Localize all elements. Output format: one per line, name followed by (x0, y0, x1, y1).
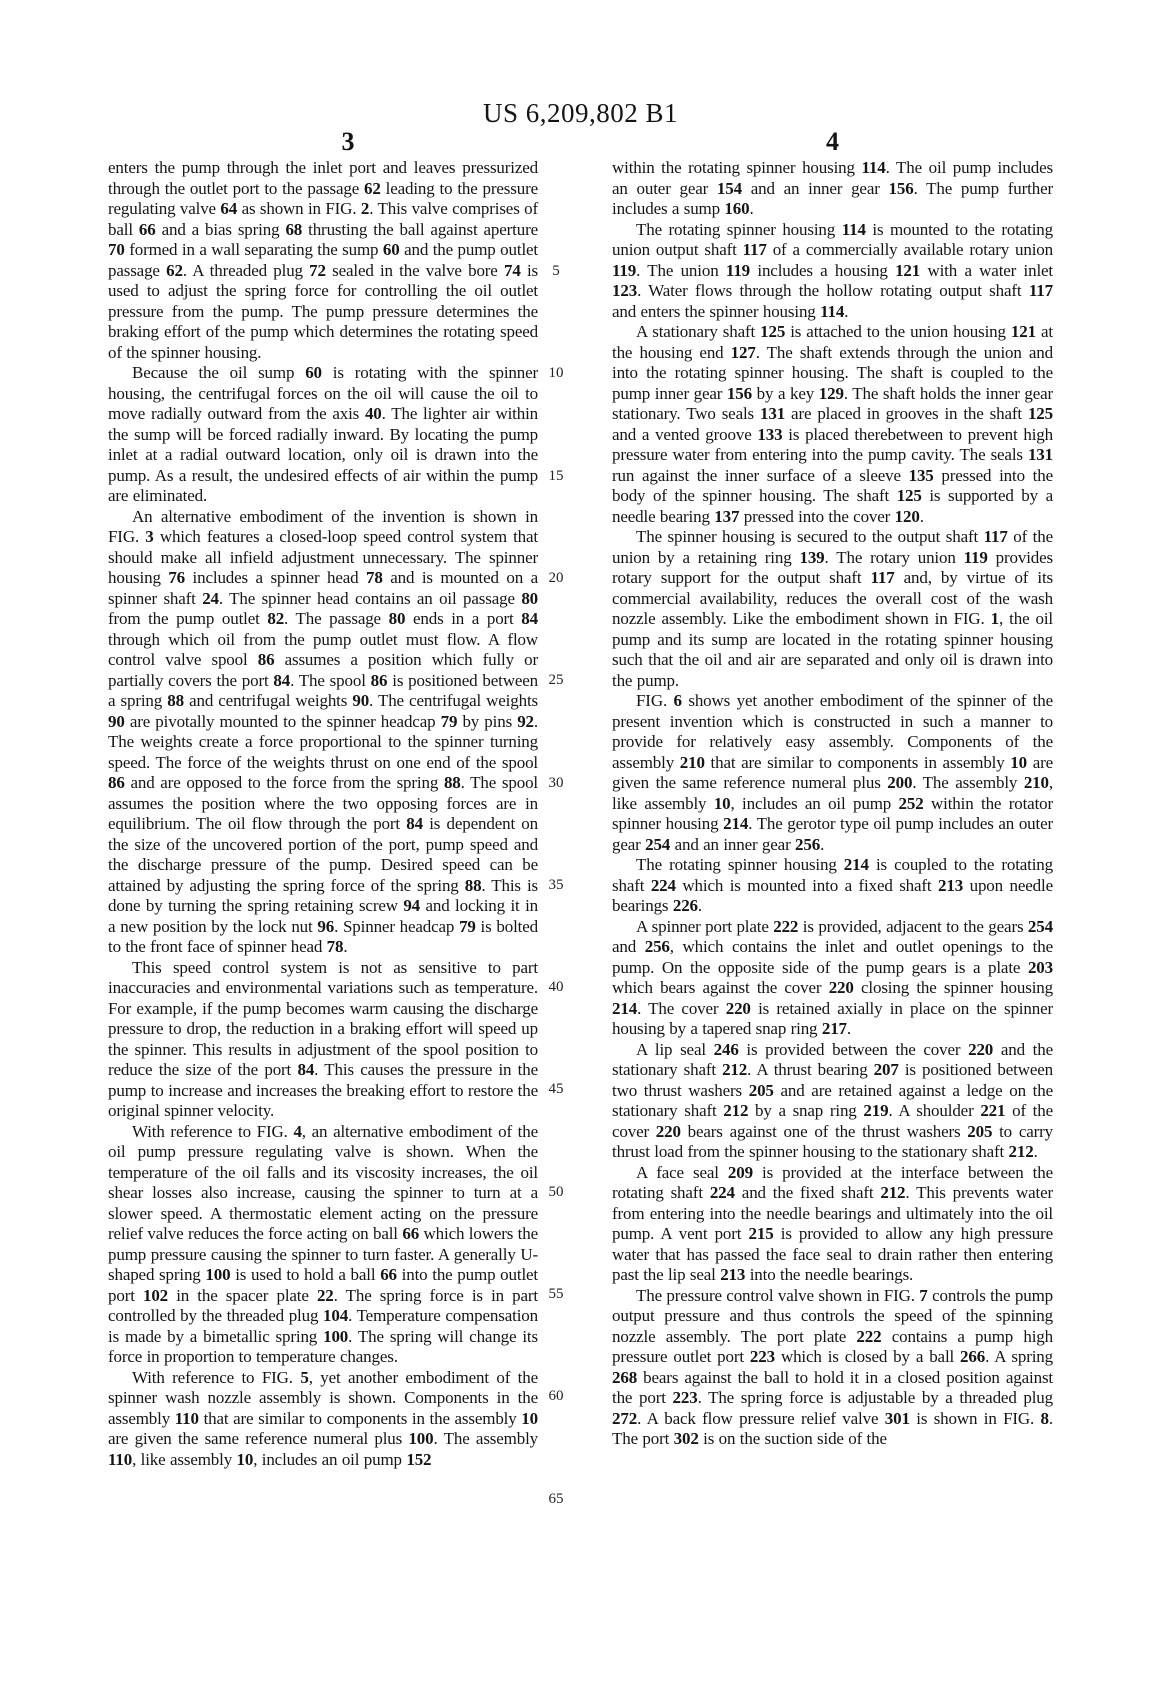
paragraph: The rotating spinner housing 114 is mounted to the rotating union output shaft 117 of a commercially available rotary union 119. The union 119 includes a housing 121 with a water inlet 123. Water flows through the hollow rotating output shaft 117 and enters the spinner housing 114. (612, 219, 1054, 321)
reference-numeral: 135 (908, 465, 934, 485)
reference-numeral: 209 (727, 1162, 753, 1182)
reference-numeral: 154 (716, 178, 742, 198)
line-number: 25 (548, 672, 564, 689)
column-right-text (612, 158, 1053, 1450)
paragraph: This speed control system is not as sensitive to part inaccuracies and environmental variations such as temperature. For example, if the pump becomes warm causing the discharge pressure to drop, the reduction in a braking effort will speed up the spinner. This results in adjustment of the spool position to reduce the size of the port 84. This causes the pressure in the pump to increase and increases the breaking effort to restore the original spinner velocity. (108, 957, 539, 1120)
reference-numeral: 212 (880, 1183, 906, 1202)
reference-numeral: 84 (297, 1060, 315, 1079)
reference-numeral: 66 (138, 219, 156, 239)
reference-numeral: 5 (300, 1367, 309, 1387)
line-number: 65 (548, 1490, 564, 1507)
line-number: 5 (552, 263, 560, 279)
reference-numeral: 252 (898, 793, 924, 813)
line-number: 35 (548, 876, 564, 893)
reference-numeral: 117 (983, 527, 1008, 546)
reference-numeral: 114 (861, 158, 886, 177)
reference-numeral: 100 (205, 1265, 231, 1284)
reference-numeral: 226 (672, 896, 698, 915)
line-number: 30 (548, 774, 564, 791)
reference-numeral: 82 (267, 609, 285, 628)
reference-numeral: 213 (938, 875, 964, 895)
reference-numeral: 120 (894, 506, 920, 526)
reference-numeral: 212 (1008, 1142, 1034, 1161)
reference-numeral: 137 (714, 506, 740, 526)
reference-numeral: 221 (980, 1101, 1006, 1120)
reference-numeral: 125 (760, 322, 786, 341)
line-number: 60 (548, 1388, 564, 1405)
reference-numeral: 214 (843, 855, 869, 874)
paragraph: Because the oil sump 60 is rotating with the spinner housing, the centrifugal forces on the oil will cause the oil to move radially outward from the axis 40. The lighter air within the sump will be forced radially inward. By locating the pump inlet at a radial outward location, only oil is drawn into the pump. As a result, the undesired effects of air within the pump are eliminated. (108, 363, 538, 505)
reference-numeral: 127 (730, 342, 756, 362)
reference-numeral: 84 (273, 670, 291, 690)
paragraph: The rotating spinner housing 214 is coupled to the rotating shaft 224 which is mounted into a fixed shaft 213 upon needle bearings 226. (612, 855, 1054, 915)
paragraph: The spinner housing is secured to the output shaft 117 of the union by a retaining ring 139. The rotary union 119 provides rotary support for the output shaft 117 and, by virtue of its commercial availability, reduces the overall cost of the wash nozzle assembly. Like the embodiment shown in FIG. 1, the oil pump and its sump are located in the rotating spinner housing such that the oil and air are separated and only oil is drawn into the pump. (612, 527, 1053, 690)
reference-numeral: 84 (406, 814, 423, 833)
reference-numeral: 125 (896, 486, 922, 505)
reference-numeral: 86 (370, 670, 388, 690)
reference-numeral: 203 (1027, 957, 1053, 977)
reference-numeral: 70 (108, 240, 125, 259)
reference-numeral: 2 (360, 199, 370, 218)
reference-numeral: 205 (967, 1121, 993, 1141)
reference-numeral: 256 (644, 937, 670, 956)
reference-numeral: 117 (742, 240, 767, 259)
paragraph: An alternative embodiment of the invention is shown in FIG. 3 which features a closed-loop speed control system that should make all infield adjustment unnecessary. The spinner housing 76 includes a spinner head 78 and is mounted on a spinner shaft 24. The spinner head contains an oil passage 80 from the pump outlet 82. The passage 80 ends in a port 84 through which oil from the pump outlet must flow. A flow control valve spool 86 assumes a position which fully or partially covers the port 84. The spool 86 is positioned between a spring 88 and centrifugal weights 90. The centrifugal weights 90 are pivotally mounted to the spinner headcap 79 by pins 92. The weights create a force proportional to the spinner turning speed. The force of the weights thrust on one end of the spool 86 and are opposed to the force from the spring 88. The spool assumes the position where the two opposing forces are in equilibrium. The oil flow through the port 84 is dependent on the size of the uncovered portion of the port, pump speed and the discharge pressure of the pump. Desired speed can be attained by adjusting the spring force of the spring 88. This is done by turning the spring retaining screw 94 and locking it in a new position by the lock nut 96. Spinner headcap 79 is bolted to the front face of spinner head 78. (108, 506, 539, 956)
reference-numeral: 205 (748, 1080, 774, 1100)
reference-numeral: 302 (673, 1429, 699, 1448)
reference-numeral: 80 (388, 609, 406, 628)
reference-numeral: 10 (236, 1449, 254, 1469)
reference-numeral: 110 (108, 1449, 133, 1469)
reference-numeral: 301 (884, 1408, 910, 1428)
reference-numeral: 7 (919, 1285, 928, 1305)
reference-numeral: 24 (202, 588, 219, 608)
reference-numeral: 266 (960, 1347, 986, 1366)
reference-numeral: 74 (503, 260, 521, 280)
reference-numeral: 96 (317, 916, 335, 936)
line-number: 15 (548, 467, 564, 484)
reference-numeral: 220 (725, 998, 751, 1018)
reference-numeral: 3 (145, 527, 154, 546)
reference-numeral: 220 (655, 1121, 681, 1141)
reference-numeral: 272 (612, 1408, 638, 1428)
reference-numeral: 207 (873, 1060, 899, 1079)
reference-numeral: 117 (1028, 281, 1053, 300)
paragraph: A spinner port plate 222 is provided, adjacent to the gears 254 and 256, which contains the inlet and outlet openings to the pump. On the opposite side of the pump gears is a plate 203 which bears against the cover 220 closing the spinner housing 214. The cover 220 is retained axially in place on the spinner housing by a tapered snap ring 217. (612, 916, 1053, 1038)
paragraph: A face seal 209 is provided at the interface between the rotating shaft 224 and the fixed shaft 212. This prevents water from entering into the needle bearings and ultimately into the oil pump. A vent port 215 is provided to allow any high pressure water that has passed the face seal to drain rather then entering past the lip seal 213 into the needle bearings. (612, 1162, 1053, 1284)
reference-numeral: 214 (612, 998, 638, 1018)
line-number: 55 (548, 1286, 564, 1302)
reference-numeral: 60 (382, 240, 400, 259)
reference-numeral: 200 (887, 773, 913, 792)
reference-numeral: 78 (326, 937, 344, 956)
reference-numeral: 110 (174, 1408, 199, 1428)
reference-numeral: 222 (856, 1326, 882, 1346)
reference-numeral: 224 (650, 875, 676, 895)
reference-numeral: 104 (323, 1306, 349, 1325)
reference-numeral: 156 (888, 178, 914, 198)
reference-numeral: 220 (968, 1039, 994, 1059)
reference-numeral: 129 (818, 383, 844, 403)
reference-numeral: 131 (760, 404, 786, 423)
reference-numeral: 102 (142, 1285, 169, 1305)
reference-numeral: 268 (612, 1367, 638, 1387)
paragraph: The pressure control valve shown in FIG. 7 controls the pump output pressure and thus controls the speed of the spinning nozzle assembly. The port plate 222 contains a pump high pressure outlet port 223 which is closed by a ball 266. A spring 268 bears against the ball to hold it in a closed position against the port 223. The spring force is adjustable by a threaded plug 272. A back flow pressure relief valve 301 is shown in FIG. 8. The port 302 is on the suction side of the (612, 1285, 1054, 1448)
paragraph: A stationary shaft 125 is attached to the union housing 121 at the housing end 127. The shaft extends through the union and into the rotating spinner housing. The shaft is coupled to the pump inner gear 156 by a key 129. The shaft holds the inner gear stationary. Two seals 131 are placed in grooves in the shaft 125 and a vented groove 133 is placed therebetween to prevent high pressure water from entering into the pump cavity. The seals 131 run against the inner surface of a sleeve 135 pressed into the body of the spinner housing. The shaft 125 is supported by a needle bearing 137 pressed into the cover 120. (612, 322, 1054, 526)
reference-numeral: 125 (1027, 404, 1053, 423)
reference-numeral: 72 (309, 260, 326, 280)
reference-numeral: 88 (464, 875, 482, 895)
reference-numeral: 131 (1027, 445, 1053, 464)
reference-numeral: 114 (841, 219, 866, 239)
column-number-left: 3 (341, 127, 355, 156)
reference-numeral: 213 (720, 1265, 746, 1284)
line-number: 10 (548, 365, 564, 382)
reference-numeral: 78 (366, 568, 383, 587)
reference-numeral: 121 (895, 260, 921, 280)
reference-numeral: 223 (749, 1347, 775, 1366)
reference-numeral: 217 (821, 1019, 847, 1038)
reference-numeral: 86 (257, 650, 275, 669)
reference-numeral: 117 (870, 568, 895, 587)
column-left-text (108, 158, 538, 1470)
reference-numeral: 76 (168, 568, 186, 587)
reference-numeral: 22 (316, 1285, 334, 1305)
reference-numeral: 256 (795, 834, 821, 854)
reference-numeral: 119 (963, 547, 988, 567)
paragraph: A lip seal 246 is provided between the cover 220 and the stationary shaft 212. A thrust bearing 207 is positioned between two thrust washers 205 and are retained against a ledge on the stationary shaft 212 by a snap ring 219. A shoulder 221 of the cover 220 bears against one of the thrust washers 205 to carry thrust load from the spinner housing to the stationary shaft 212. (612, 1039, 1054, 1161)
reference-numeral: 222 (773, 916, 799, 936)
reference-numeral: 214 (723, 814, 749, 833)
paragraph: With reference to FIG. 5, yet another embodiment of the spinner wash nozzle assembly is shown. Components in the assembly 110 that are similar to components in the assembly 10 are given the same reference numeral plus 100. The assembly 110, like assembly 10, includes an oil pump 152 (108, 1367, 538, 1469)
reference-numeral: 254 (1027, 916, 1053, 936)
reference-numeral: 100 (323, 1326, 349, 1346)
reference-numeral: 90 (352, 691, 370, 710)
reference-numeral: 79 (459, 916, 476, 936)
reference-numeral: 119 (612, 260, 637, 280)
reference-numeral: 114 (820, 301, 845, 321)
reference-numeral: 64 (220, 199, 238, 218)
reference-numeral: 86 (108, 773, 125, 792)
reference-numeral: 10 (521, 1408, 538, 1428)
reference-numeral: 84 (521, 609, 538, 628)
reference-numeral: 79 (440, 711, 458, 731)
reference-numeral: 210 (679, 752, 705, 772)
reference-numeral: 212 (723, 1101, 749, 1120)
reference-numeral: 1 (990, 609, 1000, 628)
reference-numeral: 139 (799, 547, 825, 567)
reference-numeral: 90 (108, 711, 125, 731)
reference-numeral: 223 (672, 1388, 698, 1407)
reference-numeral: 254 (645, 834, 671, 854)
reference-numeral: 40 (364, 404, 382, 423)
reference-numeral: 62 (166, 260, 183, 280)
reference-numeral: 68 (285, 219, 303, 239)
paragraph: within the rotating spinner housing 114. The oil pump includes an outer gear 154 and an inner gear 156. The pump further includes a sump 160. (612, 158, 1054, 218)
reference-numeral: 92 (517, 711, 534, 731)
reference-numeral: 121 (1010, 322, 1036, 341)
reference-numeral: 80 (521, 588, 539, 608)
paragraph: With reference to FIG. 4, an alternative embodiment of the oil pump pressure regulating valve is shown. When the temperature of the oil falls and its viscosity increases, the oil shear losses also increase, causing the spinner to turn at a slower speed. A thermostatic element acting on the pressure relief valve reduces the force acting on ball 66 which lowers the pump pressure causing the spinner to turn faster. A generally U-shaped spring 100 is used to hold a ball 66 into the pump outlet port 102 in the spacer plate 22. The spring force is in part controlled by the threaded plug 104. Temperature compensation is made by a bimetallic spring 100. The spring will change its force in proportion to temperature changes. (108, 1121, 539, 1366)
reference-numeral: 62 (364, 178, 381, 198)
reference-numeral: 119 (725, 260, 751, 280)
reference-numeral: 156 (726, 383, 752, 403)
reference-numeral: 66 (380, 1265, 397, 1284)
reference-numeral: 215 (748, 1224, 774, 1243)
reference-numeral: 133 (757, 424, 783, 444)
reference-numeral: 66 (402, 1224, 420, 1243)
reference-numeral: 210 (1023, 773, 1049, 792)
reference-numeral: 6 (673, 691, 682, 710)
reference-numeral: 224 (709, 1183, 735, 1202)
reference-numeral: 220 (828, 978, 854, 997)
patent-number-header: US 6,209,802 B1 (482, 98, 679, 128)
reference-numeral: 10 (1010, 752, 1027, 772)
reference-numeral: 88 (167, 691, 184, 710)
reference-numeral: 100 (408, 1429, 434, 1448)
line-number: 45 (548, 1081, 564, 1098)
reference-numeral: 152 (406, 1449, 432, 1469)
paragraph: FIG. 6 shows yet another embodiment of the spinner of the present invention which is constructed in such a manner to provide for relatively easy assembly. Components of the assembly 210 that are similar to components in assembly 10 are given the same reference numeral plus 200. The assembly 210, like assembly 10, includes an oil pump 252 within the rotator spinner housing 214. The gerotor type oil pump includes an outer gear 254 and an inner gear 256. (612, 691, 1054, 854)
reference-numeral: 88 (443, 773, 461, 792)
reference-numeral: 212 (722, 1060, 748, 1079)
line-number: 40 (548, 979, 564, 996)
column-number-right: 4 (826, 127, 839, 156)
reference-numeral: 4 (293, 1121, 302, 1141)
reference-numeral: 8 (1040, 1408, 1049, 1428)
paragraph: enters the pump through the inlet port and leaves pressurized through the outlet port to the passage 62 leading to the pressure regulating valve 64 as shown in FIG. 2. This valve comprises of ball 66 and a bias spring 68 thrusting the ball against aperture 70 formed in a wall separating the sump 60 and the pump outlet passage 62. A threaded plug 72 sealed in the valve bore 74 is used to adjust the spring force for controlling the oil outlet pressure from the pump. The pump pressure determines the braking effort of the pump which determines the rotating speed of the spinner housing. (108, 158, 538, 362)
reference-numeral: 10 (713, 793, 731, 813)
line-number: 50 (548, 1183, 564, 1200)
reference-numeral: 219 (863, 1101, 889, 1120)
reference-numeral: 94 (403, 896, 421, 915)
reference-numeral: 246 (713, 1039, 739, 1059)
reference-numeral: 160 (724, 199, 750, 218)
reference-numeral: 60 (305, 363, 322, 382)
reference-numeral: 123 (612, 281, 638, 300)
line-number: 20 (548, 569, 564, 586)
